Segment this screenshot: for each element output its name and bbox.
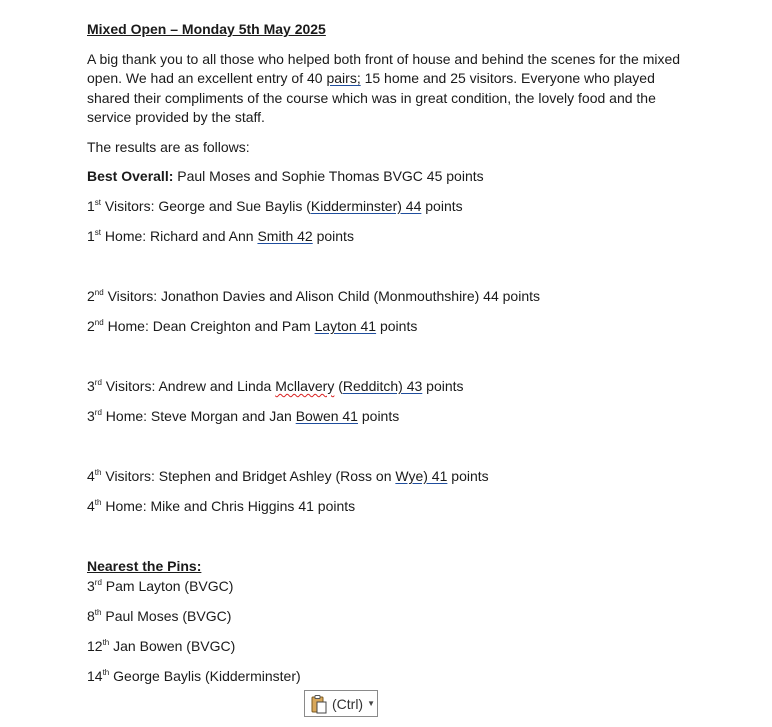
- intro-text-b: 15 home and 25 visitors. Everyone who played shared their compliments of the course which was in great condition, the lovely food and the service provided by the staff.: [87, 70, 656, 125]
- result-line: [87, 317, 687, 337]
- result-num: 1: [87, 228, 95, 244]
- chevron-down-icon: ▼: [367, 699, 376, 708]
- result-text: Visitors: George and Sue Baylis (: [101, 198, 311, 214]
- paste-options-button[interactable]: [304, 690, 378, 717]
- result-num: 2: [87, 318, 95, 334]
- result-text: Visitors: Stephen and Bridget Ashley (Ross on: [101, 468, 396, 484]
- result-link[interactable]: Redditch) 43: [342, 378, 423, 394]
- document-body: [87, 20, 687, 697]
- best-overall-text: Paul Moses and Sophie Thomas BVGC 45 points: [173, 168, 484, 184]
- blank-line: [87, 257, 687, 287]
- result-sup: st: [94, 198, 102, 207]
- result-text: Home: Richard and Ann: [101, 228, 258, 244]
- result-num: 4: [87, 498, 95, 514]
- pin-num: 12: [87, 637, 103, 654]
- blank-line: [87, 437, 687, 467]
- pin-item: [87, 667, 687, 687]
- result-line: [87, 197, 687, 217]
- clipboard-icon: [309, 694, 329, 714]
- result-link[interactable]: Layton 41: [314, 318, 377, 334]
- results-intro: The results are as follows:: [87, 138, 250, 155]
- result-text: Visitors: Andrew and Linda: [101, 378, 276, 394]
- pin-num: 8: [87, 607, 95, 624]
- result-text: Home: Mike and Chris Higgins 41 points: [101, 498, 356, 514]
- result-num: 2: [87, 288, 95, 304]
- result-sup: th: [94, 468, 102, 477]
- pin-item: [87, 637, 687, 657]
- result-line: [87, 377, 687, 397]
- result-post: points: [357, 408, 400, 424]
- result-sup: th: [94, 498, 102, 507]
- result-text: Home: Dean Creighton and Pam: [103, 318, 315, 334]
- intro-text-a: A big thank you to all those who helped both front of house and behind the scenes for the mixed open. We had an excellent entry of 40: [87, 50, 681, 86]
- pin-text: George Baylis (Kidderminster): [109, 667, 301, 684]
- pin-item: [87, 607, 687, 627]
- intro-link[interactable]: pairs;: [326, 70, 361, 86]
- result-link[interactable]: Smith 42: [257, 228, 313, 244]
- spelling-flagged-word[interactable]: Mcllavery: [275, 378, 335, 394]
- result-post: points: [421, 198, 463, 214]
- result-num: 1: [87, 198, 95, 214]
- result-post: points: [447, 468, 489, 484]
- result-num: 3: [87, 408, 95, 424]
- best-overall-line: [87, 167, 687, 187]
- nearest-pins-heading: Nearest the Pins:: [87, 558, 202, 574]
- result-link[interactable]: Wye) 41: [395, 468, 448, 484]
- result-sup: nd: [94, 318, 104, 327]
- paste-options-label: (Ctrl): [332, 695, 364, 712]
- result-text: Home: Steve Morgan and Jan: [101, 408, 296, 424]
- result-post: points: [312, 228, 354, 244]
- result-post: points: [376, 318, 418, 334]
- result-link[interactable]: Kidderminster) 44: [310, 198, 422, 214]
- best-overall-label: Best Overall:: [87, 168, 174, 184]
- result-line: [87, 497, 687, 517]
- pin-text: Paul Moses (BVGC): [101, 607, 232, 624]
- result-text: Visitors: Jonathon Davies and Alison Child (Monmouthshire) 44 points: [103, 288, 541, 304]
- result-link[interactable]: Bowen 41: [295, 408, 358, 424]
- pin-sup: rd: [94, 577, 102, 587]
- result-sup: rd: [94, 378, 102, 387]
- pin-num: 14: [87, 667, 103, 684]
- pin-item: [87, 577, 687, 597]
- pin-sup: th: [94, 607, 102, 617]
- result-line: [87, 227, 687, 247]
- pin-num: 3: [87, 577, 95, 594]
- result-num: 3: [87, 378, 95, 394]
- result-line: [87, 287, 687, 307]
- result-line: [87, 467, 687, 487]
- blank-line: [87, 527, 687, 557]
- pin-sup: th: [102, 637, 110, 647]
- result-sup: st: [94, 228, 102, 237]
- result-post: points: [422, 378, 464, 394]
- intro-paragraph: [87, 50, 687, 128]
- blank-line: [87, 347, 687, 377]
- document-title: Mixed Open – Monday 5th May 2025: [87, 21, 326, 37]
- pin-text: Jan Bowen (BVGC): [109, 637, 236, 654]
- result-mid: (: [334, 378, 343, 394]
- pin-sup: th: [102, 667, 110, 677]
- result-sup: nd: [94, 288, 104, 297]
- result-num: 4: [87, 468, 95, 484]
- pin-text: Pam Layton (BVGC): [101, 577, 234, 594]
- result-line: [87, 407, 687, 427]
- result-sup: rd: [94, 408, 102, 417]
